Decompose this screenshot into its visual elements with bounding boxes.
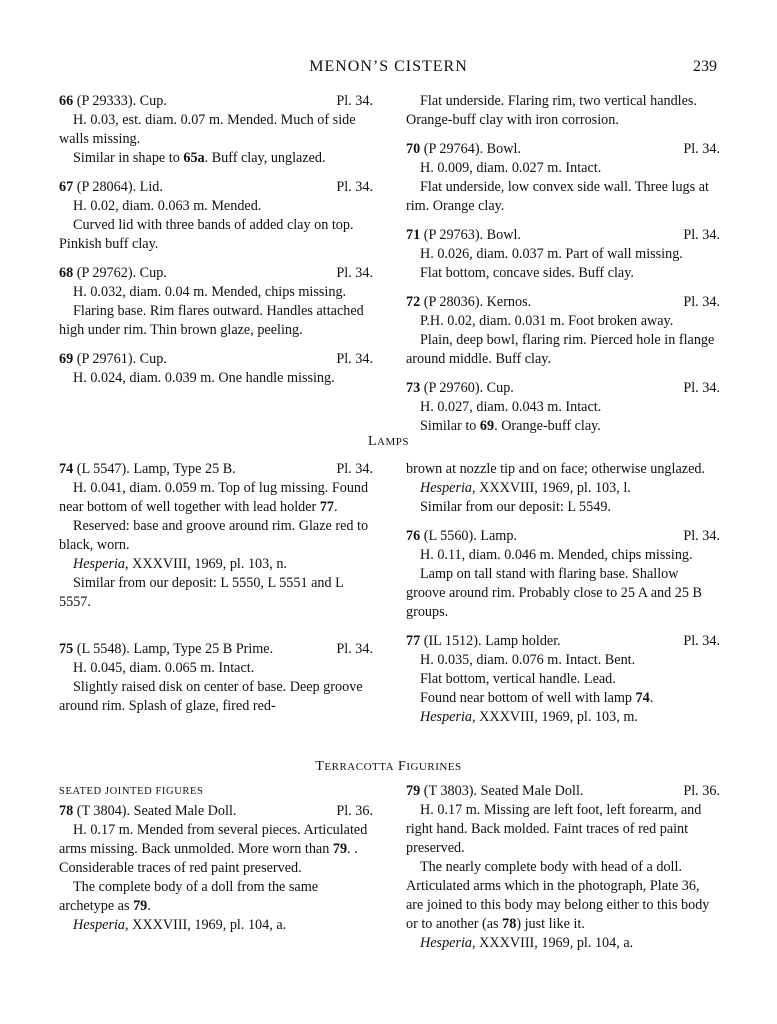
text-line	[406, 140, 720, 159]
text-line	[406, 226, 720, 245]
e70-pl: Pl. 34.	[683, 141, 720, 157]
e77-l3a: Found near bottom of well with lamp	[420, 690, 636, 706]
e74-refb: , XXXVIII, 1969, pl. 103, n.	[125, 556, 287, 572]
e67-l1: H. 0.02, diam. 0.063 m. Mended.	[73, 198, 262, 214]
e73-l2b: 69	[479, 418, 495, 434]
catalog-entry-76	[406, 527, 720, 622]
text-line	[59, 479, 373, 517]
text-line	[59, 350, 373, 369]
e72-l2: Plain, deep bowl, flaring rim. Pierced hole in flange around middle. Buff clay.	[406, 332, 715, 367]
catalog-entry-66	[59, 92, 373, 168]
text-line	[406, 293, 531, 312]
catalog-entry-77	[406, 632, 720, 727]
catalog-entry-70	[406, 140, 720, 216]
e69-cont: Flat underside. Flaring rim, two vertical handles. Orange-buff clay with iron corrosion.	[406, 93, 697, 128]
e78-num: 78	[59, 803, 74, 819]
e77-l2: Flat bottom, vertical handle. Lead.	[420, 671, 616, 687]
catalog-entry-68	[59, 264, 373, 340]
text-line	[59, 640, 373, 659]
e69-l1: H. 0.024, diam. 0.039 m. One handle missing.	[73, 370, 335, 386]
e68-rest: (P 29762). Cup.	[73, 265, 167, 281]
e74-l3: Similar from our deposit: L 5550, L 5551 and L 5557.	[59, 575, 344, 610]
e69-num: 69	[59, 351, 74, 367]
e79-rest: (T 3803). Seated Male Doll.	[420, 783, 584, 799]
e74-rest: (L 5547). Lamp, Type 25 B.	[73, 461, 236, 477]
e70-rest: (P 29764). Bowl.	[420, 141, 521, 157]
text-line	[406, 226, 521, 245]
sections-terracotta-w1_rest: ERRACOTTA	[324, 761, 395, 773]
e79-l2a: The nearly complete body with head of a doll. Articulated arms which in the photograph, Plate 36, are joined to this body may belong either to this body or to another (as	[406, 859, 710, 932]
e70-num: 70	[406, 141, 421, 157]
e75-l3: Similar from our deposit: L 5549.	[420, 499, 611, 515]
e67-pl: Pl. 34.	[336, 179, 373, 195]
e77-l1: H. 0.035, diam. 0.076 m. Intact. Bent.	[420, 652, 636, 668]
e75-l2: Slightly raised disk on center of base. Deep groove around rim. Splash of glaze, fired red-	[59, 679, 363, 714]
e78-rest: (T 3804). Seated Male Doll.	[73, 803, 237, 819]
e66-l2c: . Buff clay, unglazed.	[204, 150, 326, 166]
e71-l2: Flat bottom, concave sides. Buff clay.	[420, 265, 634, 281]
e77-refb: , XXXVIII, 1969, pl. 103, m.	[472, 709, 638, 725]
e78-l2c: .	[147, 898, 151, 914]
sections-lamps-first: L	[367, 434, 378, 449]
e66-l2b: 65a	[183, 150, 205, 166]
text-line	[406, 632, 720, 651]
e66-num: 66	[59, 93, 74, 109]
e78-l1a: H. 0.17 m. Mended from several pieces. Articulated arms missing. Back unmolded. More worn than	[59, 822, 368, 857]
text-line	[406, 858, 720, 934]
e77-l3c: .	[649, 690, 654, 706]
text-line	[406, 689, 720, 708]
text-line	[59, 802, 373, 821]
e76-rest: (L 5560). Lamp.	[420, 528, 517, 544]
text-line	[406, 293, 720, 312]
e74-l1a: H. 0.041, diam. 0.059 m. Top of lug missing. Found near bottom of well together with lead holder	[59, 480, 369, 515]
section-heading-lamps	[0, 434, 777, 450]
text-line	[406, 527, 720, 546]
sections-terracotta-w2_rest: IGURINES	[406, 761, 462, 773]
e69-rest: (P 29761). Cup.	[73, 351, 167, 367]
e77-pl: Pl. 34.	[683, 633, 720, 649]
e70-l2: Flat underside, low convex side wall. Three lugs at rim. Orange clay.	[406, 179, 709, 214]
e66-pl: Pl. 34.	[336, 93, 373, 109]
figurines-right-column	[406, 782, 720, 963]
text-line	[406, 632, 561, 651]
sections-lamps-rest: AMPS	[377, 436, 410, 448]
catalog-entry-69-continued	[406, 92, 720, 130]
e76-l1: H. 0.11, diam. 0.046 m. Mended, chips missing.	[420, 547, 693, 563]
text-line	[59, 555, 373, 574]
text-line	[406, 782, 720, 801]
text-line	[59, 350, 167, 369]
e67-l2: Curved lid with three bands of added clay on top. Pinkish buff clay.	[59, 217, 354, 252]
e71-pl: Pl. 34.	[683, 227, 720, 243]
catalog-entry-78	[59, 802, 373, 935]
e72-pl: Pl. 34.	[683, 294, 720, 310]
catalog-entry-75-continued	[406, 460, 720, 517]
catalog-entry-71	[406, 226, 720, 283]
e79-l2c: ) just like it.	[516, 916, 585, 932]
text-line	[406, 527, 517, 546]
e73-l2a: Similar to	[420, 418, 480, 434]
e79-refa: Hesperia	[420, 935, 473, 951]
e68-num: 68	[59, 265, 74, 281]
e75-num: 75	[59, 641, 74, 657]
e67-num: 67	[59, 179, 74, 195]
e78-refb: , XXXVIII, 1969, pl. 104, a.	[125, 917, 287, 933]
section-heading-terracotta-figurines	[0, 759, 777, 775]
lamps-right-column	[406, 460, 720, 737]
e69-pl: Pl. 34.	[336, 351, 373, 367]
e75-refa: Hesperia	[420, 480, 473, 496]
e68-l1: H. 0.032, diam. 0.04 m. Mended, chips missing.	[73, 284, 347, 300]
text-line	[59, 264, 167, 283]
text-line	[406, 379, 720, 398]
catalog-entry-74	[59, 460, 373, 612]
e72-l1: P.H. 0.02, diam. 0.031 m. Foot broken away.	[420, 313, 674, 329]
e68-pl: Pl. 34.	[336, 265, 373, 281]
text-line	[59, 92, 167, 111]
text-line	[59, 916, 373, 935]
e79-num: 79	[406, 783, 421, 799]
e75-cont: brown at nozzle tip and on face; otherwise unglazed.	[406, 461, 706, 477]
e77-l3b: 74	[635, 690, 650, 706]
text-line	[59, 178, 373, 197]
catalog-entry-69	[59, 350, 373, 388]
e77-num: 77	[406, 633, 421, 649]
e73-pl: Pl. 34.	[683, 380, 720, 396]
e73-l2c: . Orange-buff clay.	[494, 418, 601, 434]
text-line	[406, 782, 583, 801]
e79-l1: H. 0.17 m. Missing are left foot, left forearm, and right hand. Back molded. Faint traces of red paint preserved.	[406, 802, 702, 856]
e78-l2a: The complete body of a doll from the same archetype as	[59, 879, 319, 914]
e72-num: 72	[406, 294, 421, 310]
e74-pl: Pl. 34.	[336, 461, 373, 477]
e74-l1c: .	[334, 499, 338, 515]
e70-l1: H. 0.009, diam. 0.027 m. Intact.	[420, 160, 602, 176]
e67-rest: (P 28064). Lid.	[73, 179, 163, 195]
e73-l1: H. 0.027, diam. 0.043 m. Intact.	[420, 399, 602, 415]
pottery-left-column	[59, 92, 373, 398]
text-line	[59, 178, 163, 197]
text-line	[406, 379, 514, 398]
text-line	[406, 934, 720, 953]
e68-l2: Flaring base. Rim flares outward. Handles attached high under rim. Thin brown glaze, peeling.	[59, 303, 364, 338]
e66-l1: H. 0.03, est. diam. 0.07 m. Mended. Much of side walls missing.	[59, 112, 356, 147]
running-title: MENON’S CISTERN	[309, 58, 468, 75]
lamps-left-column	[59, 460, 373, 726]
e74-l2: Reserved: base and groove around rim. Glaze red to black, worn.	[59, 518, 369, 553]
catalog-entry-67	[59, 178, 373, 254]
e78-l2b: 79	[133, 898, 148, 914]
e78-l1b: 79	[332, 841, 348, 857]
figurines-left-column	[59, 782, 373, 945]
e79-l2b: 78	[502, 916, 517, 932]
text-line	[406, 479, 720, 498]
e74-num: 74	[59, 461, 74, 477]
e75-refb: , XXXVIII, 1969, pl. 103, l.	[472, 480, 631, 496]
e73-num: 73	[406, 380, 421, 396]
e78-l1c: . . Considerable traces of red paint preserved.	[59, 841, 358, 876]
pottery-right-column	[406, 92, 720, 446]
e79-refb: , XXXVIII, 1969, pl. 104, a.	[472, 935, 634, 951]
text-line	[406, 140, 521, 159]
subsection-heading-seated-jointed-figures: SEATED JOINTED FIGURES	[59, 786, 204, 797]
text-line	[59, 264, 373, 283]
catalog-entry-73	[406, 379, 720, 436]
e66-l2a: Similar in shape to	[73, 150, 184, 166]
catalog-entry-75	[59, 640, 373, 716]
text-line	[59, 460, 373, 479]
e74-l1b: 77	[319, 499, 335, 515]
catalog-entry-72	[406, 293, 720, 369]
page-number: 239	[693, 58, 717, 75]
catalog-entry-79	[406, 782, 720, 953]
e76-num: 76	[406, 528, 421, 544]
e71-num: 71	[406, 227, 421, 243]
e77-rest: (IL 1512). Lamp holder.	[420, 633, 561, 649]
text-line	[59, 821, 373, 878]
text-line	[59, 640, 273, 659]
e66-rest: (P 29333). Cup.	[73, 93, 167, 109]
text-line	[59, 802, 236, 821]
e71-l1: H. 0.026, diam. 0.037 m. Part of wall missing.	[420, 246, 683, 262]
e75-l1: H. 0.045, diam. 0.065 m. Intact.	[73, 660, 255, 676]
e79-pl: Pl. 36.	[683, 783, 720, 799]
e75-pl: Pl. 34.	[336, 641, 373, 657]
e78-pl: Pl. 36.	[336, 803, 373, 819]
e74-refa: Hesperia	[73, 556, 126, 572]
sections-terracotta-w1_first: T	[315, 759, 325, 774]
e78-refa: Hesperia	[73, 917, 126, 933]
sections-terracotta-w2_first: F	[398, 759, 407, 774]
e77-refa: Hesperia	[420, 709, 473, 725]
e76-pl: Pl. 34.	[683, 528, 720, 544]
e72-rest: (P 28036). Kernos.	[420, 294, 532, 310]
e73-rest: (P 29760). Cup.	[420, 380, 514, 396]
e71-rest: (P 29763). Bowl.	[420, 227, 521, 243]
text-line	[406, 708, 720, 727]
text-line	[59, 92, 373, 111]
text-line	[59, 149, 373, 168]
e76-l2: Lamp on tall stand with flaring base. Shallow groove around rim. Probably close to 25 A and 25 B groups.	[406, 566, 702, 620]
e75-rest: (L 5548). Lamp, Type 25 B Prime.	[73, 641, 274, 657]
text-line	[59, 878, 373, 916]
text-line	[59, 460, 236, 479]
